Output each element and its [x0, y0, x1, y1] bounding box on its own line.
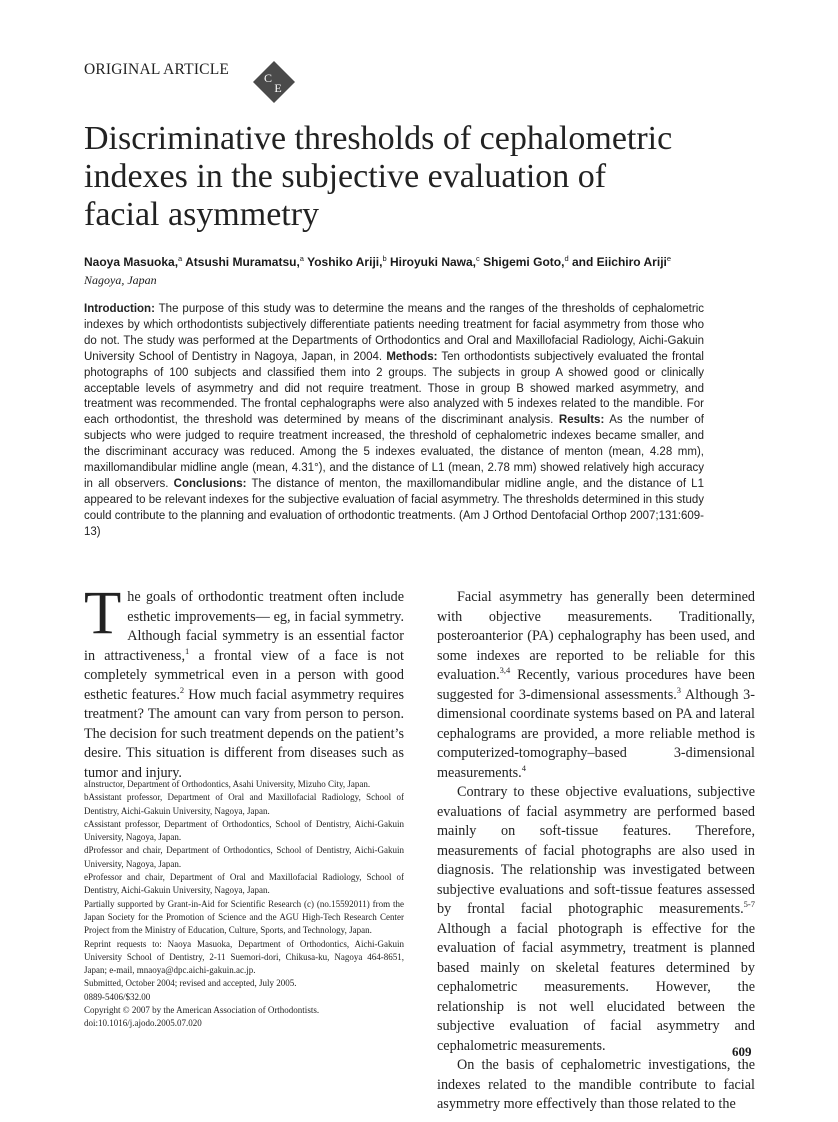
body-paragraph — [437, 783, 755, 1056]
section-label: ORIGINAL ARTICLE — [84, 61, 230, 78]
title-line-2: indexes in the subjective evaluation of — [84, 158, 607, 195]
footnote-dates: Submitted, October 2004; revised and accepted, July 2005. — [84, 978, 297, 989]
author-name: and Eiichiro Ariji — [571, 255, 667, 269]
footnote-funding: Partially supported by Grant-in-Aid for Scientific Research (c) (no.15592011) from the Japan Society for the Promotion of Science and the AGU High-Tech Research Center Project from the Ministry of Education, Culture, Sports, and Technology, Japan. — [84, 898, 404, 936]
page-number: 609 — [732, 1044, 752, 1059]
footnotes — [84, 778, 404, 1031]
body-text-part: Contrary to these objective evaluations, subjective evaluations of facial asymmetry are performed based mainly on soft-tissue features. Therefore, measurements of facial photographs are also used in diagnosis. The relationship was investigated between subjective evaluations and soft-tissue features assessed by frontal facial photographic measurements. — [437, 784, 755, 917]
citation-link[interactable]: 5-7 — [743, 899, 755, 909]
author-name: Atsushi Muramatsu, — [185, 255, 300, 269]
footnote: cAssistant professor, Department of Orthodontics, School of Dentistry, Aichi-Gakuin University, Nagoya, Japan. — [84, 818, 404, 843]
abstract-methods-text: Ten orthodontists subjectively evaluated the frontal photographs of 100 subjects and classified them into 2 groups. The subjects in group A showed good or clinically acceptable levels of asymmetry and did not require treatment. Those in group B showed marked asymmetry, and treatment was recommended. The frontal cephalographs were also analyzed with 5 indexes related to the mandible. For each orthodontist, the threshold was determined by means of the discriminant analysis. — [84, 350, 704, 427]
ce-badge-letter-c: C — [263, 71, 273, 85]
author-name: Shigemi Goto, — [483, 255, 565, 269]
ce-badge-letter-e: E — [274, 81, 282, 95]
author-affiliation-mark: a — [299, 254, 304, 263]
author-name: Naoya Masuoka, — [84, 255, 179, 269]
abstract-results-label: Results: — [558, 414, 605, 427]
article-title — [84, 120, 744, 234]
footnote-copyright: Copyright © 2007 by the American Association of Orthodontists. — [84, 1005, 320, 1016]
author-affiliation-mark: d — [564, 254, 569, 263]
author-list — [84, 254, 671, 269]
citation-link[interactable]: 3,4 — [499, 665, 511, 675]
body-text-part: Recently, various procedures have been suggested for 3-dimensional assessments. — [437, 667, 755, 703]
abstract-methods-label: Methods: — [386, 350, 438, 363]
ce-badge-icon — [252, 60, 296, 104]
body-column-left — [84, 580, 404, 783]
intro-text-part: he goals of orthodontic treatment often include esthetic improvements— eg, in facial symmetry. Although facial symmetry is an essential factor in attractiveness, — [84, 589, 404, 664]
citation-link[interactable]: 1 — [185, 645, 190, 656]
author-affiliation-mark: c — [476, 254, 480, 263]
intro-text-part: a frontal view of a face is not completely symmetrical even in a person with good esthetic features. — [84, 647, 404, 703]
abstract-intro-text: The purpose of this study was to determine the means and the ranges of the thresholds of cephalometric indexes by which orthodontists subjectively differentiate patients needing treatment for facial asymmetry from those who do not. The study was performed at the Departments of Orthodontics and Oral and Maxillofacial Radiology, Aichi-Gakuin University School of Dentistry in Nagoya, Japan, in 2004. — [84, 303, 704, 363]
author-location: Nagoya, Japan — [84, 273, 157, 287]
title-line-3: facial asymmetry — [84, 196, 320, 233]
citation-link[interactable]: 3 — [676, 684, 682, 695]
body-text-part: Although a facial photograph is effective for the evaluation of facial asymmetry, treatment is planned based mainly on skeletal features determined by cephalometric measurements. However, the relationship is not well elucidated between the subjective evaluation of facial asymmetry and cephalometric measurements. — [437, 920, 755, 1054]
footnote: eProfessor and chair, Department of Oral and Maxillofacial Radiology, School of Dentistry, Aichi-Gakuin University, Nagoya, Japan. — [84, 872, 404, 896]
intro-text-part: How much facial asymmetry requires treatment? The amount can vary from person to person. The decision for such treatment depends on the patient’s desire. This situation is different from diseases such as tumor and injury. — [84, 686, 404, 781]
abstract-results-text: As the number of subjects who were judged to require treatment increased, the threshold of cephalometric indexes became smaller, and the discriminant accuracy was reduced. Among the 5 indexes evaluated, the distance of menton (mean, 4.28 mm), maxillomandibular midline angle (mean, 4.31°), and the distance of L1 (mean, 2.78 mm) showed relatively high accuracy in all observers. — [84, 414, 704, 490]
drop-cap: T — [84, 580, 122, 647]
footnote-reprint: Reprint requests to: Naoya Masuoka, Department of Orthodontics, Aichi-Gakuin University School of Dentistry, 2-11 Suemori-dori, Chikusa-ku, Nagoya 464-8651, Japan; e-mail, mnaoya@dpc.aichi-gakuin.ac.jp. — [84, 938, 404, 976]
body-text-part: Although 3-dimensional coordinate systems based on PA and lateral cephalograms are provided, a more reliable method is computerized-tomography–based 3-dimensional measurements. — [437, 686, 755, 781]
intro-paragraph — [84, 580, 404, 783]
body-paragraph — [437, 588, 755, 783]
author-affiliation-mark: a — [178, 254, 183, 263]
body-paragraph: On the basis of cephalometric investigations, the indexes related to the mandible contribute to facial asymmetry more effectively than those related to the — [437, 1057, 755, 1112]
footnote-issn: 0889-5406/$32.00 — [84, 991, 151, 1002]
author-name: Hiroyuki Nawa, — [389, 255, 476, 269]
author-affiliation-mark: b — [382, 254, 387, 263]
footnote: bAssistant professor, Department of Oral and Maxillofacial Radiology, School of Dentistry, Aichi-Gakuin University, Nagoya, Japan. — [84, 792, 404, 816]
footnote-doi[interactable]: doi:10.1016/j.ajodo.2005.07.020 — [84, 1018, 202, 1029]
body-text-part: Facial asymmetry has generally been determined with objective measurements. Traditionally, posteroanterior (PA) cephalography has been used, and some indexes are reported to be reliable for this evaluation. — [437, 589, 755, 683]
title-line-1: Discriminative thresholds of cephalometric — [84, 120, 673, 157]
body-column-right — [437, 588, 755, 1115]
citation-link[interactable]: 4 — [521, 762, 526, 773]
author-name: Yoshiko Ariji, — [307, 255, 383, 269]
abstract-conclusions-text: The distance of menton, the maxillomandibular midline angle, and the distance of L1 appeared to be relevant indexes for the subjective evaluation of facial asymmetry. The thresholds determined in this study could contribute to the planning and evaluation of orthodontic treatments. (Am J Orthod Dentofacial Orthop 2007;131:609-13) — [84, 477, 704, 538]
abstract — [84, 302, 704, 541]
footnote: aInstructor, Department of Orthodontics, Asahi University, Mizuho City, Japan. — [84, 779, 371, 789]
abstract-intro-label: Introduction: — [84, 303, 155, 315]
author-affiliation-mark: e — [666, 254, 672, 263]
abstract-conclusions-label: Conclusions: — [173, 477, 247, 490]
footnote: dProfessor and chair, Department of Orthodontics, School of Dentistry, Aichi-Gakuin University, Nagoya, Japan. — [84, 845, 404, 869]
citation-link[interactable]: 2 — [179, 684, 185, 695]
